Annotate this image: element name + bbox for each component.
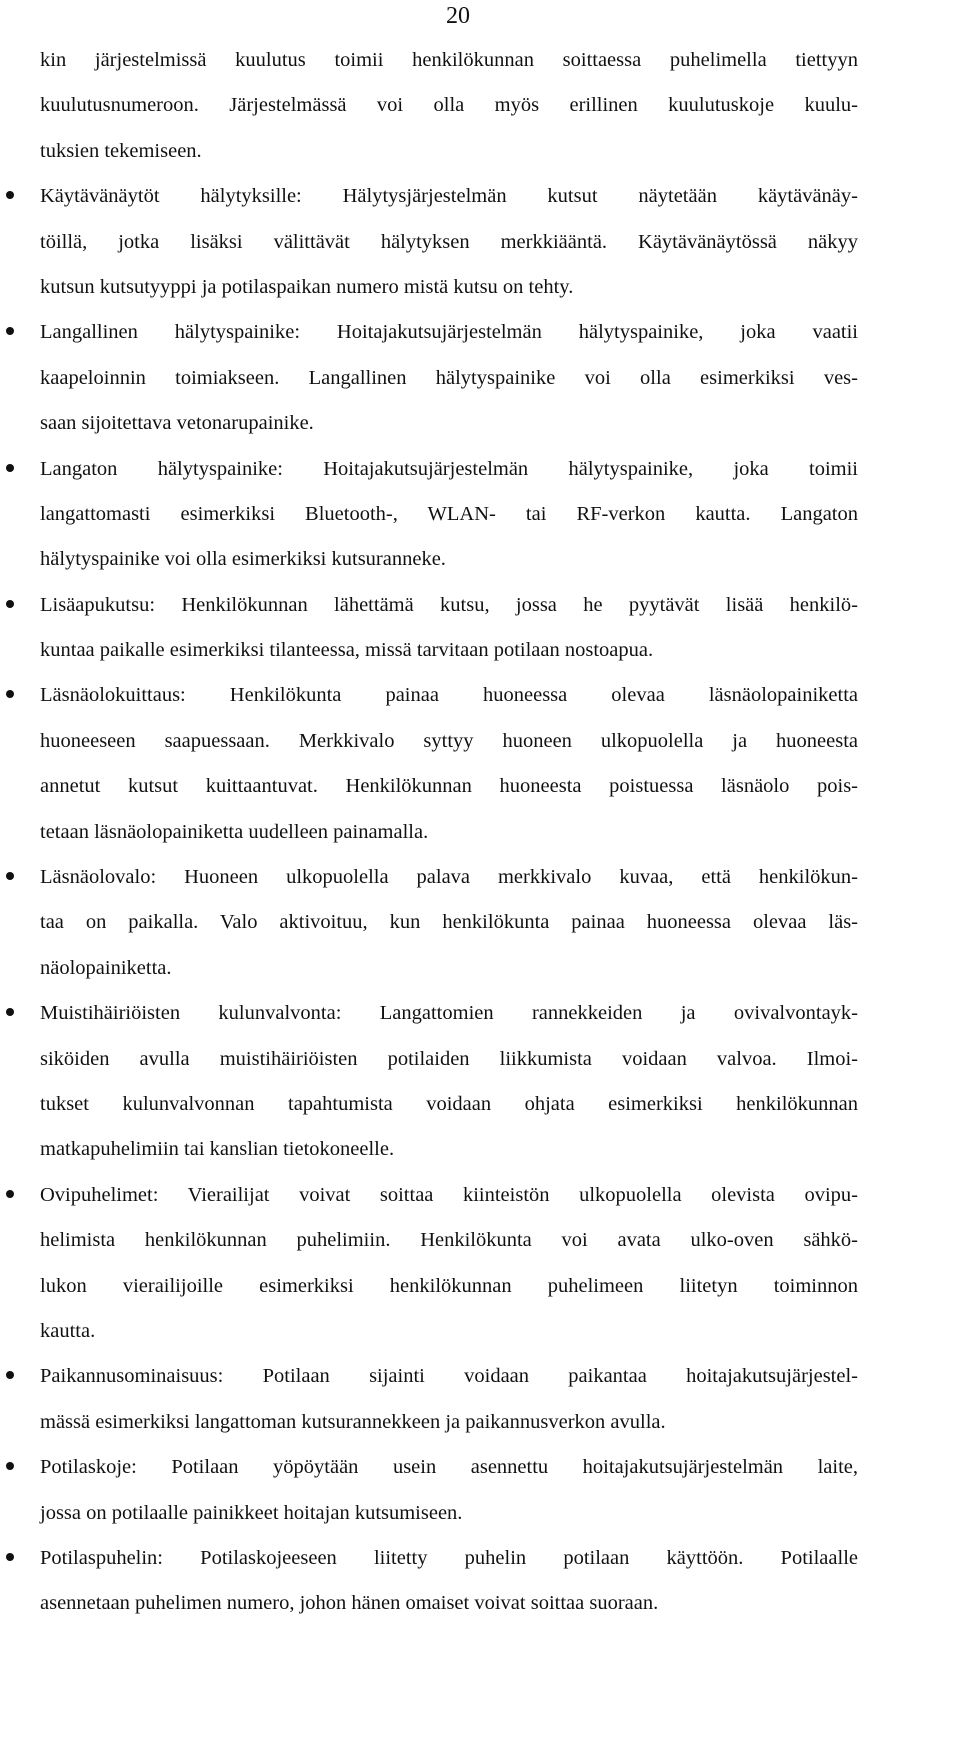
list-item-line: Lisäapukutsu: Henkilökunnan lähettämä kutsu, jossa he pyytävät lisää henkilö- [40,593,858,616]
list-item-line: Läsnäolokuittaus: Henkilökunta painaa huoneessa olevaa läsnäolopainiketta [40,684,858,707]
list-item-line: lukon vierailijoille esimerkiksi henkilökunnan puhelimeen liitetyn toiminnon [40,1274,858,1297]
list-item-line: Läsnäolovalo: Huoneen ulkopuolella palava merkkivalo kuvaa, että henkilökun- [40,866,858,889]
list-item-line: tukset kulunvalvonnan tapahtumista voidaan ohjata esimerkiksi henkilökunnan [40,1092,858,1115]
paragraph-line: kin järjestelmissä kuulutus toimii henkilökunnan soittaessa puhelimella tiettyyn [40,49,858,71]
bullet-list-item [40,1361,858,1452]
list-item-line: asennetaan puhelimen numero, johon hänen omaiset voivat soittaa suoraan. [40,1592,659,1615]
list-item-line: saan sijoitettava vetonarupainike. [40,412,314,435]
bullet-icon [6,872,14,880]
list-item-line: kutsun kutsutyyppi ja potilaspaikan numero mistä kutsu on tehty. [40,275,574,298]
list-item-line: kaapeloinnin toimiakseen. Langallinen hälytyspainike voi olla esimerkiksi ves- [40,366,858,389]
list-item-line: Potilaspuhelin: Potilaskojeeseen liitetty puhelin potilaan käyttöön. Potilaalle [40,1546,858,1569]
list-item-line: kuntaa paikalle esimerkiksi tilanteessa, missä tarvitaan potilaan nostoapua. [40,639,654,662]
bullet-list-item [40,862,858,998]
list-item-line: töillä, jotka lisäksi välittävät hälytyksen merkkiääntä. Käytävänäytössä näkyy [40,230,858,253]
bullet-list-item [40,1452,858,1543]
list-item-line: näolopainiketta. [40,956,172,979]
list-item-line: langattomasti esimerkiksi Bluetooth-, WLAN- tai RF-verkon kautta. Langaton [40,502,858,525]
bullet-list [40,181,858,1634]
page-number: 20 [446,3,470,29]
bullet-icon [6,1190,14,1198]
list-item-line: Paikannusominaisuus: Potilaan sijainti voidaan paikantaa hoitajakutsujärjestel- [40,1365,858,1388]
list-item-line: Langaton hälytyspainike: Hoitajakutsujärjestelmän hälytyspainike, joka toimii [40,457,858,480]
bullet-icon [6,1462,14,1470]
bullet-icon [6,690,14,698]
bullet-list-item [40,1543,858,1634]
bullet-list-item [40,317,858,453]
bullet-icon [6,1008,14,1016]
bullet-icon [6,600,14,608]
bullet-list-item [40,998,858,1180]
paragraph-line: kuulutusnumeroon. Järjestelmässä voi olla myös erillinen kuulutuskoje kuulu- [40,94,858,117]
list-item-line: Langallinen hälytyspainike: Hoitajakutsujärjestelmän hälytyspainike, joka vaatii [40,321,858,344]
list-item-line: Potilaskoje: Potilaan yöpöytään usein asennettu hoitajakutsujärjestelmän laite, [40,1456,858,1479]
intro-paragraph [40,45,858,181]
list-item-line: huoneeseen saapuessaan. Merkkivalo syttyy huoneen ulkopuolella ja huoneesta [40,729,858,752]
list-item-line: hälytyspainike voi olla esimerkiksi kutsuranneke. [40,548,446,571]
paragraph-line: tuksien tekemiseen. [40,139,202,162]
bullet-icon [6,1553,14,1561]
list-item-line: Käytävänäytöt hälytyksille: Hälytysjärjestelmän kutsut näytetään käytävänäy- [40,185,858,208]
list-item-line: annetut kutsut kuittaantuvat. Henkilökunnan huoneesta poistuessa läsnäolo pois- [40,775,858,798]
bullet-list-item [40,454,858,590]
list-item-line: siköiden avulla muistihäiriöisten potilaiden liikkumista voidaan valvoa. Ilmoi- [40,1047,858,1070]
list-item-line: mässä esimerkiksi langattoman kutsurannekkeen ja paikannusverkon avulla. [40,1410,666,1433]
bullet-list-item [40,680,858,862]
list-item-line: matkapuhelimiin tai kanslian tietokoneelle. [40,1138,395,1161]
list-item-line: Ovipuhelimet: Vierailijat voivat soittaa kiinteistön ulkopuolella olevista ovipu- [40,1183,858,1206]
list-item-line: Muistihäiriöisten kulunvalvonta: Langattomien rannekkeiden ja ovivalvontayk- [40,1002,858,1025]
bullet-icon [6,1371,14,1379]
list-item-line: helimista henkilökunnan puhelimiin. Henkilökunta voi avata ulko-oven sähkö- [40,1229,858,1252]
bullet-icon [6,464,14,472]
bullet-icon [6,191,14,199]
list-item-line: kautta. [40,1319,96,1342]
bullet-list-item [40,1180,858,1362]
list-item-line: tetaan läsnäolopainiketta uudelleen painamalla. [40,820,429,843]
bullet-list-item [40,590,858,681]
document-body [40,45,858,1634]
list-item-line: taa on paikalla. Valo aktivoituu, kun henkilökunta painaa huoneessa olevaa läs- [40,911,858,934]
bullet-list-item [40,181,858,317]
list-item-line: jossa on potilaalle painikkeet hoitajan kutsumiseen. [40,1501,463,1524]
bullet-icon [6,327,14,335]
